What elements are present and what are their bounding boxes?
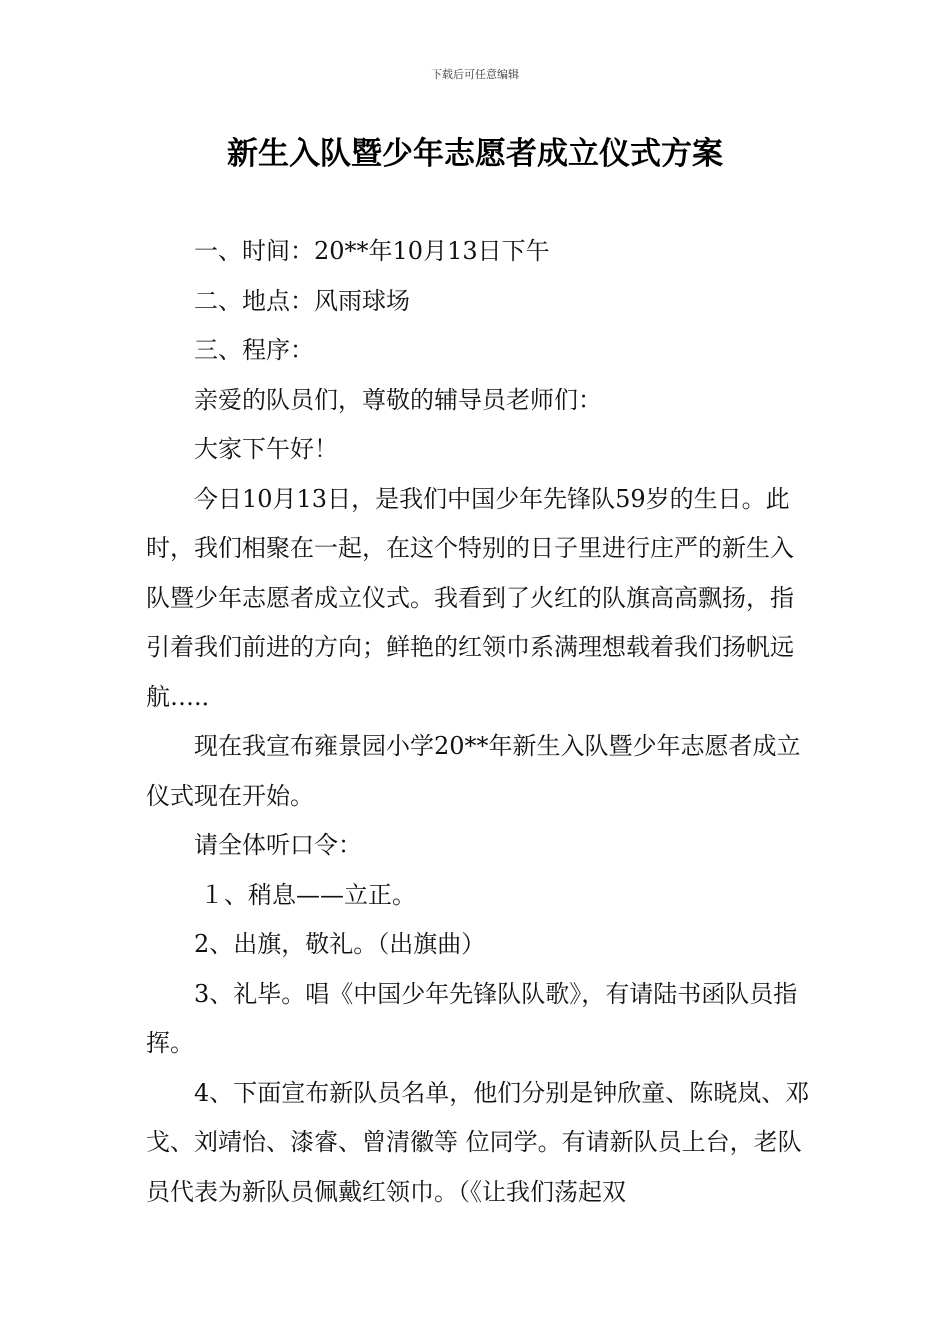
paragraph-salutation: 亲爱的队员们，尊敬的辅导员老师们：: [194, 385, 602, 414]
paragraph-location: 二、地点：风雨球场: [194, 286, 410, 315]
step-1: １、稍息——立正。: [200, 880, 416, 909]
document-body: [146, 227, 816, 1217]
step-3: 3、礼毕。唱《中国少年先锋队队歌》，有请陆书函队员指挥。: [146, 979, 798, 1057]
header-note: 下载后可任意编辑: [431, 68, 519, 81]
step-2: 2、出旗，敬礼。（出旗曲）: [194, 930, 486, 958]
paragraph-intro: 今日10月13日，是我们中国少年先锋队59岁的生日。此时，我们相聚在一起，在这个特别的日子里进行庄严的新生入队暨少年志愿者成立仪式。我看到了火红的队旗高高飘扬，指引着我们前进的方向；鲜艳的红领巾系满理想载着我们扬帆远航….．: [146, 484, 794, 711]
paragraph-command: 请全体听口令：: [194, 831, 362, 859]
paragraph-announcement: 现在我宣布雍景园小学20**年新生入队暨少年志愿者成立仪式现在开始。: [146, 732, 801, 810]
step-4: 4、下面宣布新队员名单，他们分别是钟欣童、陈晓岚、邓戈、刘靖怡、漆睿、曾清徽等 位同学。有请新队员上台，老队员代表为新队员佩戴红领巾。（《让我们荡起双: [146, 1078, 810, 1206]
document-title: 新生入队暨少年志愿者成立仪式方案: [227, 136, 723, 172]
paragraph-greeting: 大家下午好！: [194, 435, 338, 463]
paragraph-time: 一、时间：20**年10月13日下午: [194, 237, 550, 265]
paragraph-procedure: 三、程序：: [194, 336, 314, 364]
